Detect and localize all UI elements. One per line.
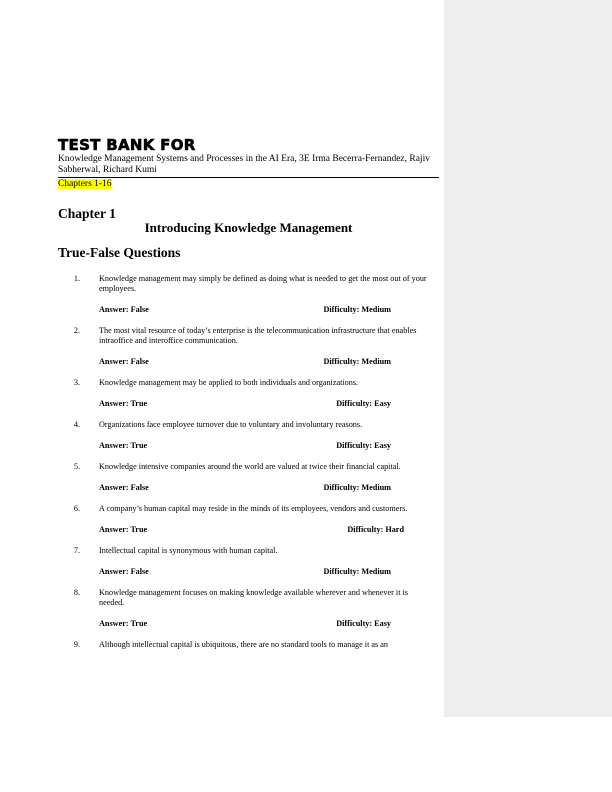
question-item — [0, 378, 612, 409]
question-meta — [99, 619, 391, 629]
question-item — [0, 462, 612, 493]
answer-label: Answer: False — [99, 305, 149, 314]
chapter-title: Introducing Knowledge Management — [144, 220, 353, 235]
question-number: 8. — [73, 588, 80, 597]
question-item — [0, 640, 612, 650]
question-meta — [99, 483, 391, 493]
question-number: 2. — [73, 326, 80, 335]
chapter-label: Chapter 1 — [58, 206, 116, 221]
header-rule — [58, 177, 439, 178]
answer-label: Answer: False — [99, 567, 149, 576]
question-number: 9. — [73, 640, 80, 649]
question-item — [0, 274, 612, 315]
question-item — [0, 326, 612, 367]
question-item — [0, 546, 612, 577]
question-text: Knowledge management may simply be defined as doing what is needed to get the most out of your employees. — [99, 274, 427, 293]
answer-label: Answer: True — [99, 441, 148, 450]
question-number: 5. — [73, 462, 80, 471]
question-meta — [99, 305, 391, 315]
question-number: 3. — [73, 378, 80, 387]
question-text: Organizations face employee turnover due to voluntary and involuntary reasons. — [99, 420, 363, 429]
question-meta — [99, 441, 391, 451]
answer-label: Answer: True — [99, 525, 148, 534]
question-meta — [99, 567, 391, 577]
question-meta — [99, 525, 404, 535]
difficulty-label: Difficulty: Medium — [323, 483, 391, 492]
question-number: 4. — [73, 420, 80, 429]
answer-label: Answer: True — [99, 399, 148, 408]
difficulty-label: Difficulty: Medium — [323, 567, 391, 576]
chapters-range — [58, 179, 439, 190]
book-citation: Knowledge Management Systems and Processes in the AI Era, 3E Irma Becerra-Fernandez, Rajiv Sabherwal, Richard Kumi — [58, 154, 430, 175]
difficulty-label: Difficulty: Easy — [336, 399, 391, 408]
answer-label: Answer: True — [99, 619, 148, 628]
question-meta — [99, 357, 391, 367]
answer-label: Answer: False — [99, 483, 149, 492]
question-list — [0, 274, 612, 650]
document-header — [58, 137, 439, 190]
question-number: 6. — [73, 504, 80, 513]
question-item — [0, 588, 612, 629]
question-text: Knowledge intensive companies around the world are valued at twice their financial capital. — [99, 462, 401, 471]
question-item — [0, 504, 612, 535]
question-number: 1. — [73, 274, 80, 283]
chapters-highlight: Chapters 1-16 — [58, 179, 112, 189]
question-number: 7. — [73, 546, 80, 555]
question-meta — [99, 399, 391, 409]
difficulty-label: Difficulty: Easy — [336, 441, 391, 450]
section-title: True-False Questions — [58, 245, 181, 260]
difficulty-label: Difficulty: Hard — [347, 525, 404, 534]
difficulty-label: Difficulty: Medium — [323, 305, 391, 314]
question-text: The most vital resource of today’s enterprise is the telecommunication infrastructure that enables intraoffice and interoffice communication. — [99, 326, 417, 345]
question-text: Knowledge management may be applied to both individuals and organizations. — [99, 378, 359, 387]
answer-label: Answer: False — [99, 357, 149, 366]
test-bank-title: TEST BANK FOR — [58, 136, 196, 154]
difficulty-label: Difficulty: Easy — [336, 619, 391, 628]
question-text: Intellectual capital is synonymous with human capital. — [99, 546, 278, 555]
question-text: Knowledge management focuses on making knowledge available wherever and whenever it is needed. — [99, 588, 408, 607]
question-item — [0, 420, 612, 451]
difficulty-label: Difficulty: Medium — [323, 357, 391, 366]
question-text: A company’s human capital may reside in the minds of its employees, vendors and customers. — [99, 504, 408, 513]
question-text: Although intellectual capital is ubiquitous, there are no standard tools to manage it as an — [99, 640, 388, 649]
